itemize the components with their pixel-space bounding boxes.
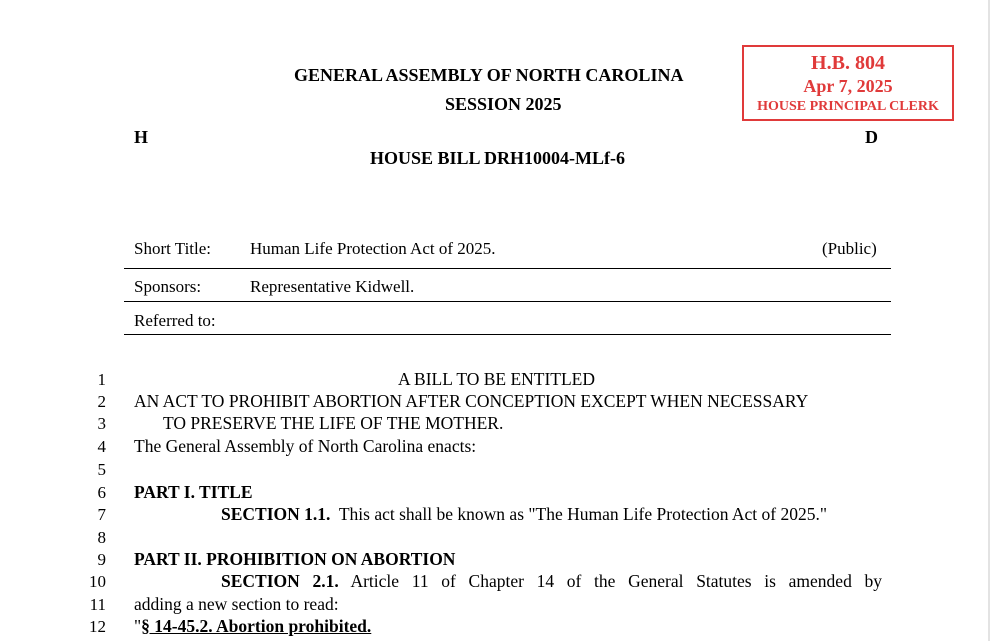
session-title: SESSION 2025 (445, 94, 562, 114)
line-number: 9 (97, 550, 106, 569)
visibility-label: (Public) (822, 239, 877, 258)
line-number: 5 (97, 460, 106, 479)
sponsors-label: Sponsors: (134, 277, 202, 296)
stamp-bill-number: H.B. 804 (811, 52, 885, 74)
open-quote: " (134, 616, 142, 636)
meta-divider (124, 268, 891, 269)
bill-entitled: A BILL TO BE ENTITLED (398, 369, 596, 389)
line-number: 7 (97, 505, 106, 524)
chamber-left: H (134, 127, 149, 147)
section-text: This act shall be known as "The Human Life Protection Act of 2025." (338, 504, 827, 524)
line-number: 10 (89, 572, 106, 591)
line-number: 3 (97, 414, 106, 433)
line-number: 6 (97, 483, 106, 502)
section-number: SECTION 1.1. (221, 504, 331, 524)
section-line (221, 504, 827, 525)
act-title-line: AN ACT TO PROHIBIT ABORTION AFTER CONCEPTION EXCEPT WHEN NECESSARY (134, 391, 809, 411)
short-title-label: Short Title: (134, 239, 212, 258)
act-title-line: TO PRESERVE THE LIFE OF THE MOTHER. (163, 413, 504, 433)
line-number: 2 (97, 392, 106, 411)
assembly-title: GENERAL ASSEMBLY OF NORTH CAROLINA (294, 65, 684, 85)
part-heading: PART II. PROHIBITION ON ABORTION (134, 549, 456, 569)
sponsors-value: Representative Kidwell. (250, 277, 415, 296)
short-title-value: Human Life Protection Act of 2025. (250, 239, 496, 258)
section-continuation: adding a new section to read: (134, 594, 339, 614)
statute-heading-line (134, 616, 371, 637)
line-number: 1 (97, 370, 106, 389)
line-number: 12 (89, 617, 106, 636)
section-text: Article 11 of Chapter 14 of the General Statutes is amended by (350, 571, 883, 591)
line-number: 11 (89, 595, 106, 614)
stamp-clerk: HOUSE PRINCIPAL CLERK (757, 99, 939, 114)
line-number: 4 (97, 437, 106, 456)
part-heading: PART I. TITLE (134, 482, 253, 502)
stamp-date: Apr 7, 2025 (803, 76, 893, 96)
referred-label: Referred to: (134, 311, 216, 330)
clerk-stamp (742, 45, 954, 121)
meta-divider (124, 334, 891, 335)
section-number: SECTION 2.1. (221, 571, 339, 591)
meta-divider (124, 301, 891, 302)
statute-heading: § 14-45.2. Abortion prohibited. (141, 616, 372, 636)
enacting-clause: The General Assembly of North Carolina enacts: (134, 436, 477, 456)
line-number: 8 (97, 528, 106, 547)
bill-id: HOUSE BILL DRH10004-MLf-6 (370, 148, 626, 168)
section-line (221, 571, 882, 592)
chamber-right: D (865, 127, 878, 147)
